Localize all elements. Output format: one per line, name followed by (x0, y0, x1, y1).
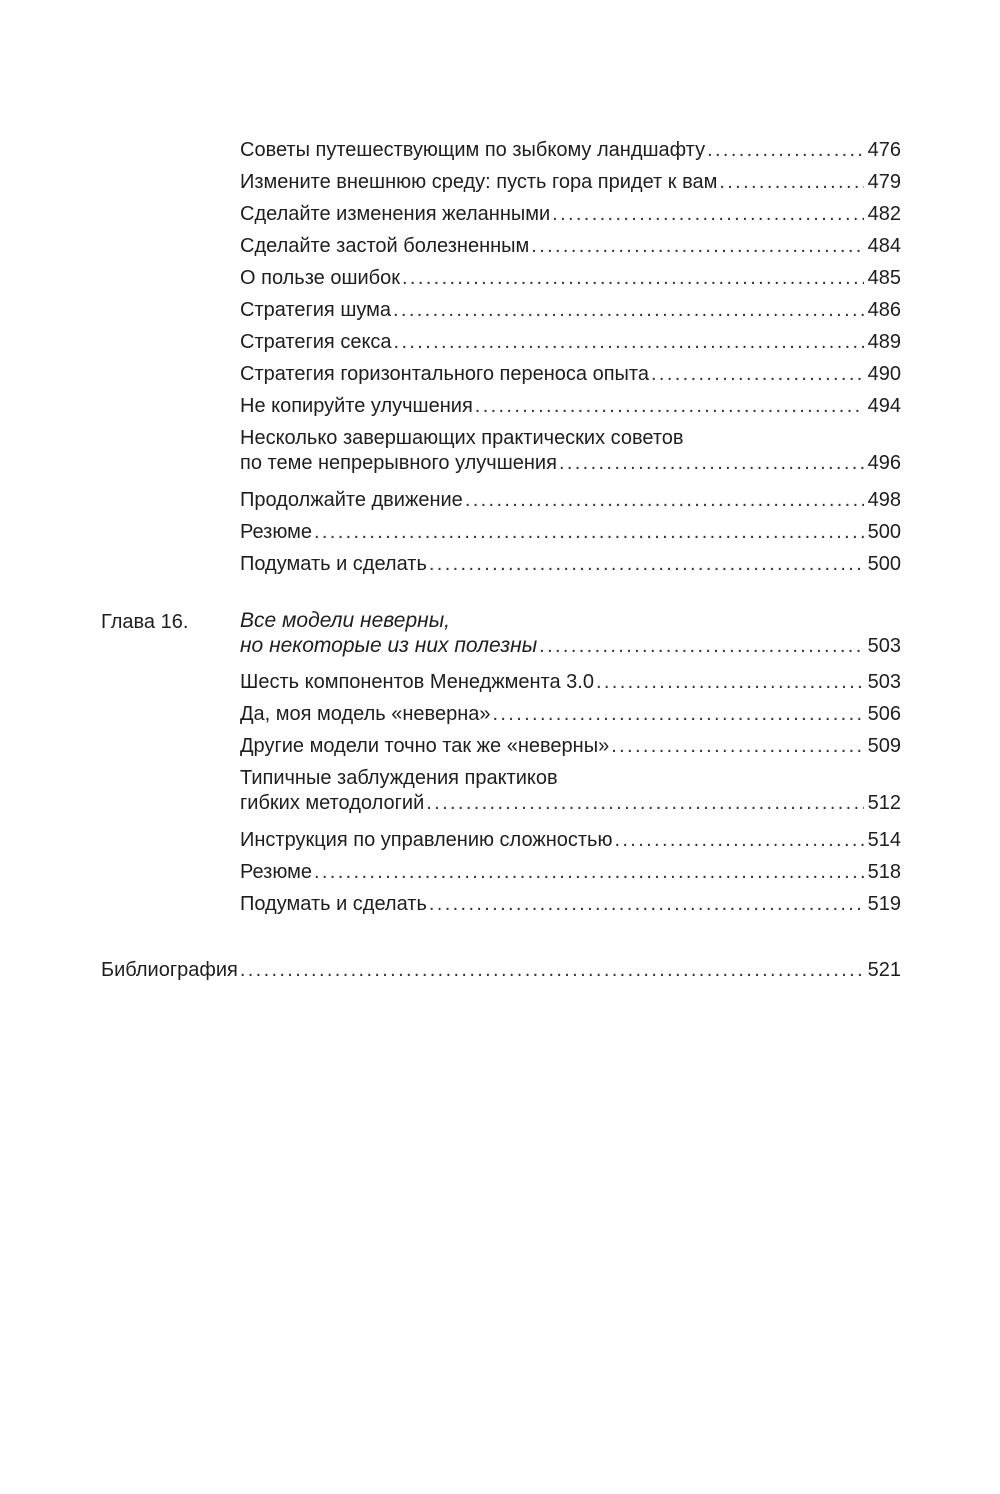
entry-title: гибких методологий (240, 792, 425, 814)
entry-line (240, 766, 901, 791)
entry-page: 512 (867, 792, 901, 814)
dot-leader (552, 198, 863, 230)
entry-page: 496 (867, 452, 901, 474)
dot-leader (596, 666, 864, 698)
entry-title: Стратегия шума (240, 299, 392, 321)
entry-line (240, 791, 901, 816)
dot-leader (707, 134, 864, 166)
toc-entry[interactable] (240, 262, 901, 294)
dot-leader (314, 516, 864, 548)
entry-line (240, 666, 901, 698)
entry-title: Инструкция по управлению сложностью (240, 829, 613, 851)
entry-line (240, 262, 901, 294)
entry-line (240, 888, 901, 920)
entry-title: Подумать и сделать (240, 553, 427, 575)
entry-page: 486 (867, 299, 901, 321)
dot-leader (394, 326, 864, 358)
entry-title: Подумать и сделать (240, 893, 427, 915)
entry-title: Шесть компонентов Менеджмента 3.0 (240, 671, 594, 693)
entry-page: 479 (867, 171, 901, 193)
entry-page: 521 (867, 959, 901, 981)
entry-line (240, 198, 901, 230)
entry-title: Стратегия горизонтального переноса опыта (240, 363, 649, 385)
entry-title: по теме непрерывного улучшения (240, 452, 557, 474)
entry-line (240, 358, 901, 390)
entry-page: 509 (867, 735, 901, 757)
toc-entry[interactable] (240, 198, 901, 230)
entry-page: 519 (867, 893, 901, 915)
dot-leader (314, 856, 864, 888)
toc-entry[interactable] (240, 326, 901, 358)
toc-entry[interactable] (240, 230, 901, 262)
dot-leader (611, 730, 863, 762)
dot-leader (614, 824, 863, 856)
toc-entry[interactable] (240, 766, 901, 816)
dot-leader (393, 294, 864, 326)
entry-title: О пользе ошибок (240, 267, 401, 289)
entry-line (240, 326, 901, 358)
entry-line (240, 390, 901, 422)
entry-page: 494 (867, 395, 901, 417)
dot-leader (475, 390, 864, 422)
dot-leader (465, 484, 864, 516)
dot-leader (402, 262, 864, 294)
dot-leader (531, 230, 863, 262)
entry-page: 490 (867, 363, 901, 385)
entry-line (240, 516, 901, 548)
dot-leader (539, 634, 863, 659)
entry-line (240, 230, 901, 262)
toc-entry[interactable] (240, 516, 901, 548)
entry-line (240, 698, 901, 730)
toc-section-continued (240, 134, 901, 580)
entry-page: 500 (867, 553, 901, 575)
entry-title: Не копируйте улучшения (240, 395, 473, 417)
toc-entry[interactable] (240, 294, 901, 326)
entry-page: 500 (867, 521, 901, 543)
toc-entry[interactable] (240, 484, 901, 516)
toc-chapter-16 (240, 608, 901, 920)
dot-leader (429, 888, 864, 920)
entry-title: Стратегия секса (240, 331, 392, 353)
toc-entry[interactable] (240, 166, 901, 198)
entry-title: Несколько завершающих практических советов (240, 427, 684, 449)
entry-title: Типичные заблуждения практиков (240, 767, 558, 789)
entry-line (240, 856, 901, 888)
entry-title: Сделайте застой болезненным (240, 235, 530, 257)
entry-page: 485 (867, 267, 901, 289)
entry-page: 482 (867, 203, 901, 225)
dot-leader (426, 791, 863, 816)
toc-entry[interactable] (240, 666, 901, 698)
dot-leader (651, 358, 864, 390)
toc-entry[interactable] (240, 134, 901, 166)
toc-bibliography[interactable] (101, 954, 901, 986)
entry-title: Резюме (240, 861, 312, 883)
entry-page: 498 (867, 489, 901, 511)
toc-entry[interactable] (240, 426, 901, 476)
entry-line (240, 633, 901, 658)
entry-title: Сделайте изменения желанными (240, 203, 551, 225)
entry-page: 518 (867, 861, 901, 883)
toc-entry[interactable] (240, 390, 901, 422)
entry-title: Измените внешнюю среду: пусть гора придет к вам (240, 171, 718, 193)
entry-title: но некоторые из них полезны (240, 634, 538, 657)
entry-page: 506 (867, 703, 901, 725)
entry-title: Продолжайте движение (240, 489, 463, 511)
entry-title: Резюме (240, 521, 312, 543)
dot-leader (492, 698, 863, 730)
entry-line (240, 824, 901, 856)
entry-title: Советы путешествующим по зыбкому ландшафту (240, 139, 706, 161)
entry-page: 476 (867, 139, 901, 161)
chapter-label: Глава 16. (101, 611, 189, 633)
toc-entry[interactable] (240, 888, 901, 920)
entry-line (240, 484, 901, 516)
toc-entry[interactable] (240, 698, 901, 730)
toc-entry[interactable] (240, 824, 901, 856)
toc-entry[interactable] (240, 730, 901, 762)
entry-line (240, 426, 901, 451)
toc-entry[interactable] (240, 548, 901, 580)
dot-leader (240, 954, 864, 986)
toc-entry[interactable] (240, 358, 901, 390)
entry-line (240, 166, 901, 198)
entry-page: 489 (867, 331, 901, 353)
entry-page: 503 (867, 671, 901, 693)
entry-line (240, 134, 901, 166)
entry-title: Да, моя модель «неверна» (240, 703, 491, 725)
dot-leader (429, 548, 864, 580)
entry-line (240, 608, 901, 633)
dot-leader (559, 451, 864, 476)
entry-title: Библиография (101, 959, 238, 981)
entry-line (240, 730, 901, 762)
entry-line (240, 548, 901, 580)
toc-entry[interactable] (240, 856, 901, 888)
toc-entry[interactable] (240, 608, 901, 658)
entry-title: Другие модели точно так же «неверны» (240, 735, 610, 757)
entry-line (240, 294, 901, 326)
entry-line (240, 451, 901, 476)
entry-page: 484 (867, 235, 901, 257)
dot-leader (719, 166, 863, 198)
entry-title: Все модели неверны, (240, 609, 450, 632)
entry-page: 503 (867, 635, 901, 657)
entry-page: 514 (867, 829, 901, 851)
